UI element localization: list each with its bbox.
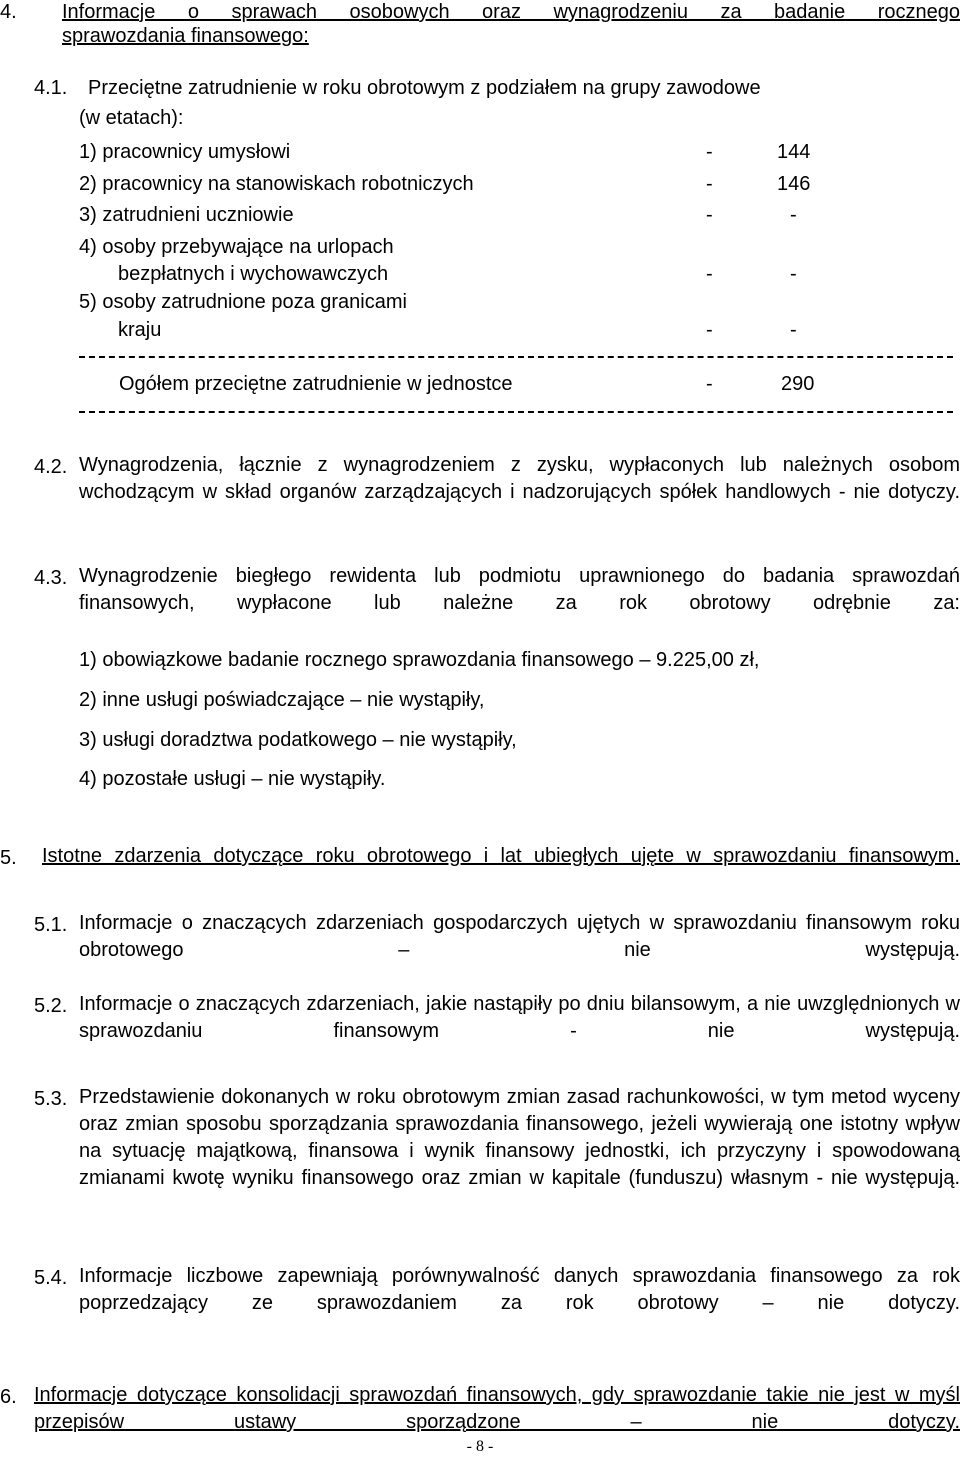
- page-number: - 8 -: [466, 1438, 494, 1455]
- section-5-3-number: 5.3.: [34, 1088, 68, 1110]
- employment-item-value: -: [790, 204, 797, 226]
- section-4-2-text: Wynagrodzenia, łącznie z wynagrodzeniem z zysku, wypłaconych lub należnych osobom wchodzącym w skład organów zarządzających i nadzorujących spółek handlowych - nie dotyczy.: [79, 454, 960, 503]
- section-5-title: Istotne zdarzenia dotyczące roku obrotowego i lat ubiegłych ujęte w sprawozdaniu finansowym.: [42, 845, 960, 867]
- section-4-2-number: 4.2.: [34, 456, 68, 478]
- auditor-fee-item: 4) pozostałe usługi – nie wystąpiły.: [79, 768, 386, 790]
- employment-item-label: 1) pracownicy umysłowi: [79, 141, 291, 163]
- section-5-1-number: 5.1.: [34, 914, 68, 936]
- employment-item-label: 5) osoby zatrudnione poza granicami: [79, 291, 407, 313]
- section-4-title-line2: sprawozdania finansowego:: [62, 25, 309, 47]
- section-5-1-text: Informacje o znaczących zdarzeniach gospodarczych ujętych w sprawozdaniu finansowym roku obrotowego – nie występują.: [79, 912, 960, 961]
- section-4-3-text: Wynagrodzenie biegłego rewidenta lub podmiotu uprawnionego do badania sprawozdań finansowych, wypłacone lub należne za rok obrotowy odrębnie za:: [79, 565, 960, 614]
- employment-item-value: 146: [777, 173, 811, 195]
- section-4-title-line1: Informacje o sprawach osobowych oraz wynagrodzeniu za badanie rocznego: [62, 1, 960, 23]
- employment-item-label: 2) pracownicy na stanowiskach robotniczych: [79, 173, 474, 195]
- total-employment-value: 290: [781, 373, 815, 395]
- section-6-number: 6.: [0, 1386, 17, 1408]
- employment-item-dash: -: [706, 141, 713, 163]
- employment-item-label-cont: kraju: [118, 319, 162, 341]
- section-4-1-line1: Przeciętne zatrudnienie w roku obrotowym z podziałem na grupy zawodowe: [88, 77, 761, 99]
- employment-item-label: 4) osoby przebywające na urlopach: [79, 236, 394, 258]
- section-6-title: Informacje dotyczące konsolidacji sprawozdań finansowych, gdy sprawozdanie takie nie jest w myśl przepisów ustawy sporządzone – nie dotyczy.: [34, 1384, 960, 1433]
- dashed-separator: [79, 411, 953, 413]
- employment-item-label: 3) zatrudnieni uczniowie: [79, 204, 294, 226]
- employment-item-value: -: [790, 263, 797, 285]
- employment-item-dash: -: [706, 173, 713, 195]
- section-5-2-number: 5.2.: [34, 995, 68, 1017]
- auditor-fee-item: 3) usługi doradztwa podatkowego – nie wystąpiły,: [79, 729, 517, 751]
- section-4-1-number: 4.1.: [34, 77, 68, 99]
- section-5-4-number: 5.4.: [34, 1267, 68, 1289]
- employment-item-dash: -: [706, 204, 713, 226]
- auditor-fee-item: 1) obowiązkowe badanie rocznego sprawozdania finansowego – 9.225,00 zł,: [79, 649, 760, 671]
- employment-item-dash: -: [706, 319, 713, 341]
- section-5-4-text: Informacje liczbowe zapewniają porównywalność danych sprawozdania finansowego za rok poprzedzający ze sprawozdaniem za rok obrotowy – nie dotyczy.: [79, 1265, 960, 1314]
- dashed-separator: [79, 356, 953, 358]
- section-5-3-text: Przedstawienie dokonanych w roku obrotowym zmian zasad rachunkowości, w tym metod wyceny oraz zmian sposobu sporządzania sprawozdania finansowego, jeżeli wywierają one istotny wpływ na sytuację majątkową, finansowa i wynik finansowy jednostki, ich przyczyny i spowodowaną zmianami kwotę wyniku finansowego oraz zmian w kapitale (funduszu) własnym - nie występują.: [79, 1086, 960, 1189]
- total-employment-dash: -: [706, 373, 713, 395]
- employment-item-label-cont: bezpłatnych i wychowawczych: [118, 263, 389, 285]
- section-4-number: 4.: [0, 1, 17, 23]
- auditor-fee-item: 2) inne usługi poświadczające – nie wystąpiły,: [79, 689, 485, 711]
- section-4-1-line2: (w etatach):: [79, 107, 184, 129]
- employment-item-dash: -: [706, 263, 713, 285]
- employment-item-value: 144: [777, 141, 811, 163]
- section-4-3-number: 4.3.: [34, 567, 68, 589]
- employment-item-value: -: [790, 319, 797, 341]
- section-5-2-text: Informacje o znaczących zdarzeniach, jakie nastąpiły po dniu bilansowym, a nie uwzględnionych w sprawozdaniu finansowym - nie występują.: [79, 993, 960, 1042]
- section-5-number: 5.: [0, 847, 17, 869]
- total-employment-label: Ogółem przeciętne zatrudnienie w jednostce: [119, 373, 513, 395]
